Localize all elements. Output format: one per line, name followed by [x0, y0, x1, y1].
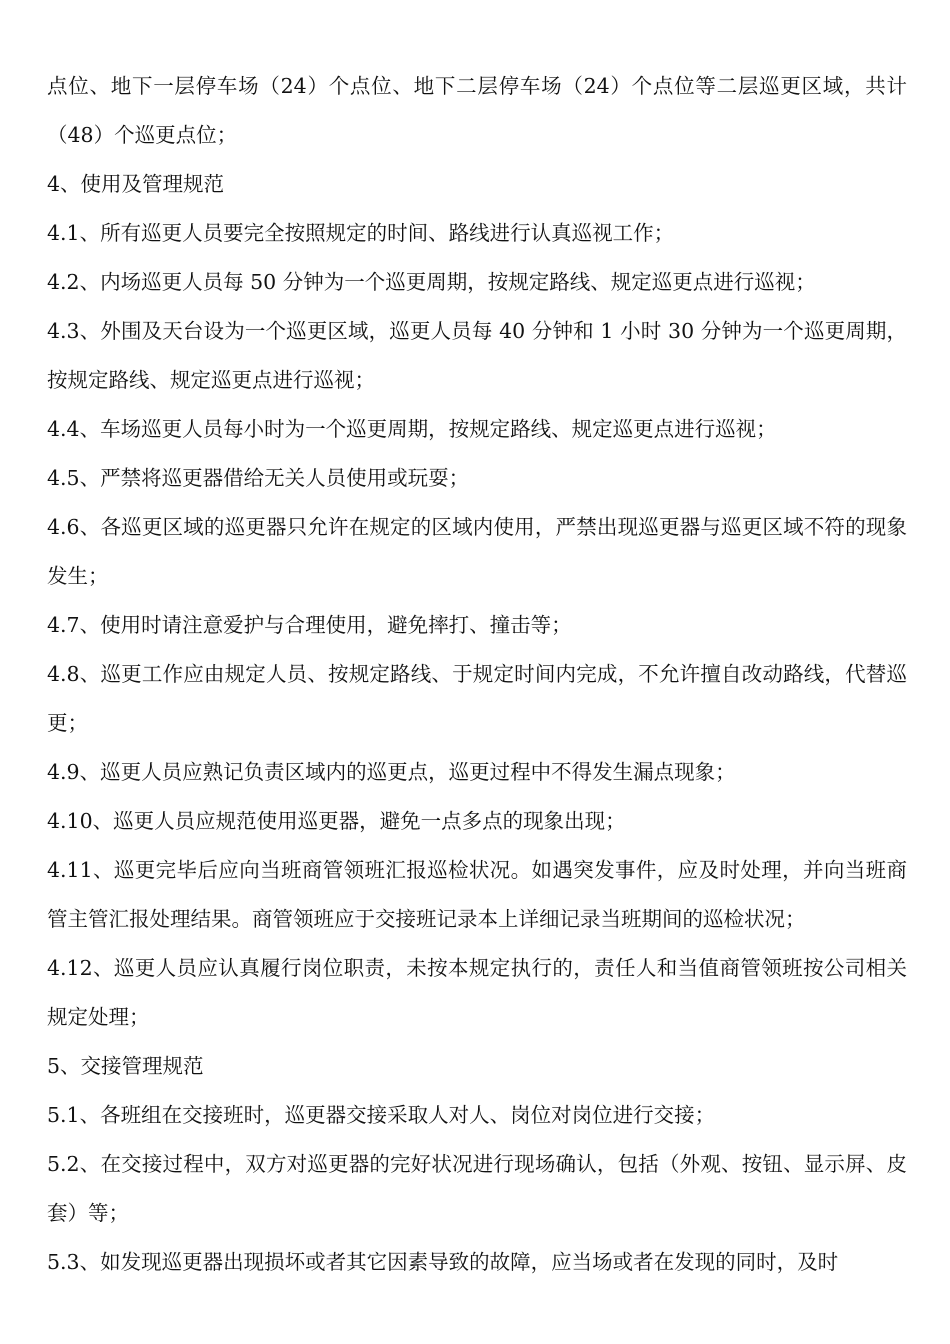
- paragraph-4-9: 4.9、巡更人员应熟记负责区域内的巡更点，巡更过程中不得发生漏点现象；: [47, 760, 736, 784]
- document-body: [47, 62, 907, 1287]
- paragraph-patrol-points-total: 点位、地下一层停车场（24）个点位、地下二层停车场（24）个点位等二层巡更区域，共计（48）个巡更点位；: [47, 74, 907, 147]
- paragraph-5-2: 5.2、在交接过程中，双方对巡更器的完好状况进行现场确认，包括（外观、按钮、显示屏、皮套）等；: [47, 1152, 907, 1225]
- paragraph-4-2: 4.2、内场巡更人员每 50 分钟为一个巡更周期，按规定路线、规定巡更点进行巡视；: [47, 270, 816, 294]
- paragraph-4-1: 4.1、所有巡更人员要完全按照规定的时间、路线进行认真巡视工作；: [47, 221, 675, 245]
- paragraph-4-6: 4.6、各巡更区域的巡更器只允许在规定的区域内使用，严禁出现巡更器与巡更区域不符的现象发生；: [47, 515, 907, 588]
- paragraph-5-3: 5.3、如发现巡更器出现损坏或者其它因素导致的故障，应当场或者在发现的同时，及时: [47, 1250, 839, 1274]
- paragraph-4-12: 4.12、巡更人员应认真履行岗位职责，未按本规定执行的，责任人和当值商管领班按公司相关规定处理；: [47, 956, 907, 1029]
- heading-usage-management: 4、使用及管理规范: [47, 172, 225, 196]
- paragraph-5-1: 5.1、各班组在交接班时，巡更器交接采取人对人、岗位对岗位进行交接；: [47, 1103, 716, 1127]
- paragraph-4-10: 4.10、巡更人员应规范使用巡更器，避免一点多点的现象出现；: [47, 809, 626, 833]
- paragraph-4-5: 4.5、严禁将巡更器借给无关人员使用或玩耍；: [47, 466, 470, 490]
- paragraph-4-7: 4.7、使用时请注意爱护与合理使用，避免摔打、撞击等；: [47, 613, 572, 637]
- paragraph-4-11: 4.11、巡更完毕后应向当班商管领班汇报巡检状况。如遇突发事件，应及时处理，并向当班商管主管汇报处理结果。商管领班应于交接班记录本上详细记录当班期间的巡检状况；: [47, 858, 907, 931]
- heading-handover-management: 5、交接管理规范: [47, 1054, 204, 1078]
- paragraph-4-3: 4.3、外围及天台设为一个巡更区域，巡更人员每 40 分钟和 1 小时 30 分钟为一个巡更周期，按规定路线、规定巡更点进行巡视；: [47, 319, 907, 392]
- paragraph-4-4: 4.4、车场巡更人员每小时为一个巡更周期，按规定路线、规定巡更点进行巡视；: [47, 417, 777, 441]
- paragraph-4-8: 4.8、巡更工作应由规定人员、按规定路线、于规定时间内完成，不允许擅自改动路线，代替巡更；: [47, 662, 907, 735]
